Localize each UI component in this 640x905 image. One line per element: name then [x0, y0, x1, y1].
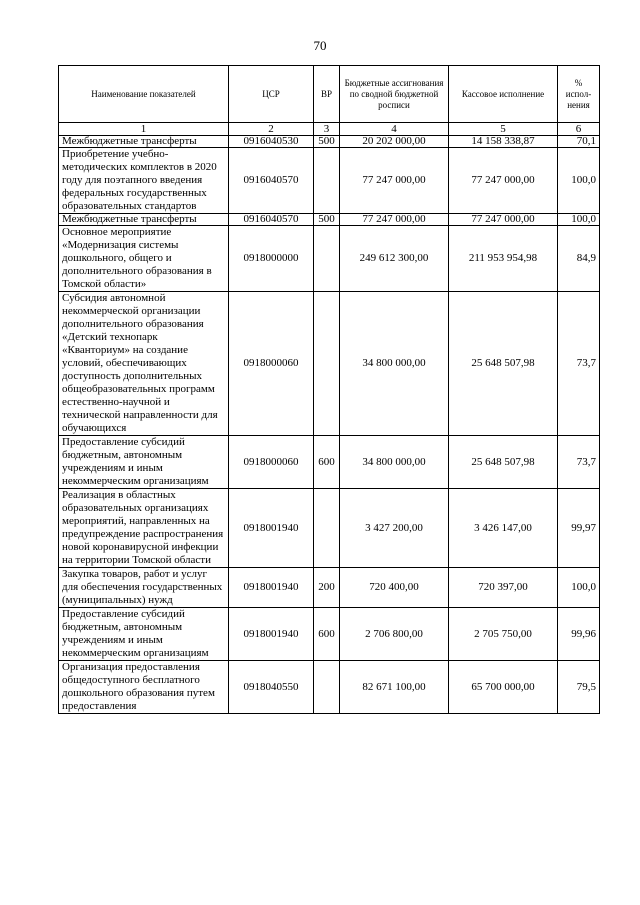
header-name: Наименование показателей — [59, 66, 229, 123]
row-budget: 82 671 100,00 — [340, 661, 449, 714]
table-header-row — [59, 66, 600, 123]
row-percent: 100,0 — [558, 568, 600, 608]
row-csr: 0918000060 — [229, 292, 314, 436]
row-cash: 3 426 147,00 — [449, 489, 558, 568]
row-budget: 3 427 200,00 — [340, 489, 449, 568]
row-percent: 73,7 — [558, 436, 600, 489]
table-row — [59, 661, 600, 714]
row-cash: 720 397,00 — [449, 568, 558, 608]
row-csr: 0916040530 — [229, 136, 314, 148]
budget-execution-table — [58, 65, 600, 714]
row-cash: 211 953 954,98 — [449, 226, 558, 292]
table-row — [59, 136, 600, 148]
table-row — [59, 292, 600, 436]
row-cash: 65 700 000,00 — [449, 661, 558, 714]
row-percent: 99,97 — [558, 489, 600, 568]
row-csr: 0918001940 — [229, 608, 314, 661]
row-csr: 0916040570 — [229, 214, 314, 226]
row-cash: 77 247 000,00 — [449, 214, 558, 226]
header-budget: Бюджетные ассигнования по сводной бюджетной росписи — [340, 66, 449, 123]
column-number: 2 — [229, 123, 314, 136]
column-number-row — [59, 123, 600, 136]
row-vr — [314, 661, 340, 714]
row-name: Субсидия автономной некоммерческой организации дополнительного образования «Детский технопарк «Кванториум» на создание условий, обеспечивающих доступность дополнительных общеобразовательных программ естественно-научной и технической направленности для обучающихся — [59, 292, 229, 436]
page-number: 70 — [313, 38, 327, 53]
row-budget: 249 612 300,00 — [340, 226, 449, 292]
row-vr — [314, 489, 340, 568]
row-budget: 77 247 000,00 — [340, 214, 449, 226]
row-csr: 0918001940 — [229, 568, 314, 608]
row-name: Предоставление субсидий бюджетным, автономным учреждениям и иным некоммерческим организациям — [59, 608, 229, 661]
row-csr: 0918000000 — [229, 226, 314, 292]
row-percent: 84,9 — [558, 226, 600, 292]
row-percent: 70,1 — [558, 136, 600, 148]
row-percent: 79,5 — [558, 661, 600, 714]
table-row — [59, 148, 600, 214]
row-csr: 0918001940 — [229, 489, 314, 568]
row-vr — [314, 226, 340, 292]
row-budget: 20 202 000,00 — [340, 136, 449, 148]
row-cash: 77 247 000,00 — [449, 148, 558, 214]
column-number: 6 — [558, 123, 600, 136]
table-row — [59, 608, 600, 661]
row-name: Закупка товаров, работ и услуг для обеспечения государственных (муниципальных) нужд — [59, 568, 229, 608]
row-vr: 500 — [314, 214, 340, 226]
row-cash: 2 705 750,00 — [449, 608, 558, 661]
table-row — [59, 226, 600, 292]
row-csr: 0918040550 — [229, 661, 314, 714]
column-number: 5 — [449, 123, 558, 136]
row-budget: 34 800 000,00 — [340, 436, 449, 489]
table-row — [59, 214, 600, 226]
row-name: Межбюджетные трансферты — [59, 136, 229, 148]
row-name: Межбюджетные трансферты — [59, 214, 229, 226]
row-vr: 600 — [314, 608, 340, 661]
row-name: Приобретение учебно-методических комплектов в 2020 году для поэтапного введения федеральных государственных образовательных стандартов — [59, 148, 229, 214]
row-cash: 14 158 338,87 — [449, 136, 558, 148]
row-percent: 100,0 — [558, 214, 600, 226]
row-vr — [314, 292, 340, 436]
row-name: Реализация в областных образовательных организациях мероприятий, направленных на предупреждение распространения новой коронавирусной инфекции на территории Томской области — [59, 489, 229, 568]
row-percent: 100,0 — [558, 148, 600, 214]
row-name: Предоставление субсидий бюджетным, автономным учреждениям и иным некоммерческим организациям — [59, 436, 229, 489]
header-percent: % испол-нения — [558, 66, 600, 123]
row-budget: 34 800 000,00 — [340, 292, 449, 436]
row-csr: 0916040570 — [229, 148, 314, 214]
row-name: Организация предоставления общедоступного бесплатного дошкольного образования путем предоставления — [59, 661, 229, 714]
header-cash: Кассовое исполнение — [449, 66, 558, 123]
row-cash: 25 648 507,98 — [449, 436, 558, 489]
row-budget: 720 400,00 — [340, 568, 449, 608]
column-number: 3 — [314, 123, 340, 136]
column-number: 4 — [340, 123, 449, 136]
row-name: Основное мероприятие «Модернизация системы дошкольного, общего и дополнительного образования в Томской области» — [59, 226, 229, 292]
row-budget: 2 706 800,00 — [340, 608, 449, 661]
row-vr — [314, 148, 340, 214]
row-percent: 73,7 — [558, 292, 600, 436]
header-vr: ВР — [314, 66, 340, 123]
table-row — [59, 436, 600, 489]
row-vr: 600 — [314, 436, 340, 489]
table-row — [59, 568, 600, 608]
row-cash: 25 648 507,98 — [449, 292, 558, 436]
row-csr: 0918000060 — [229, 436, 314, 489]
column-number: 1 — [59, 123, 229, 136]
header-csr: ЦСР — [229, 66, 314, 123]
row-percent: 99,96 — [558, 608, 600, 661]
row-budget: 77 247 000,00 — [340, 148, 449, 214]
row-vr: 200 — [314, 568, 340, 608]
row-vr: 500 — [314, 136, 340, 148]
table-row — [59, 489, 600, 568]
